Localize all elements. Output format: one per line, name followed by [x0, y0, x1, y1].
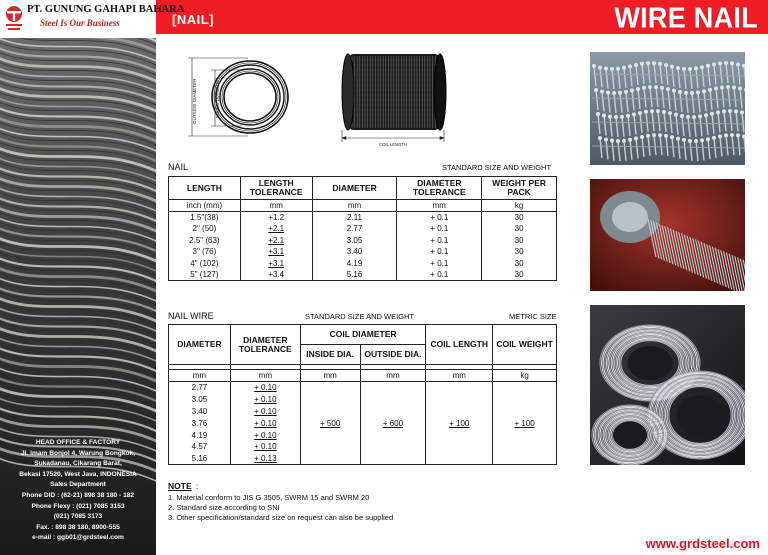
unit-cell: mm	[397, 200, 482, 212]
table-cell: + 0.10	[230, 393, 300, 405]
column-header: WEIGHT PER PACK	[482, 177, 557, 200]
table-cell: + 0.1	[397, 235, 482, 247]
table-cell: + 0.10	[230, 382, 300, 394]
table-cell: + 0.10	[230, 405, 300, 417]
sidebar-wire-photo	[0, 34, 156, 555]
table-cell: 4" (102)	[169, 258, 241, 270]
table-cell: +1.2	[240, 212, 312, 224]
unit-cell: mm	[360, 370, 426, 382]
address-line: Sukadanau, Cikarang Barat,	[34, 460, 122, 468]
table-cell: 1.5"(38)	[169, 212, 241, 224]
table-cell: + 0.1	[397, 269, 482, 281]
table-cell: 2" (50)	[169, 223, 241, 235]
table-cell: 30	[482, 258, 557, 270]
table-cell: 3.40	[312, 246, 397, 258]
nail-section-label: NAIL	[168, 162, 189, 172]
unit-cell: kg	[482, 200, 557, 212]
address-line: Phone Flexy : (021) 7085 3153	[31, 502, 125, 510]
website-url: www.grdsteel.com	[645, 536, 760, 551]
table-cell: +2.1	[240, 223, 312, 235]
table-row	[169, 269, 557, 281]
company-logo-icon	[4, 5, 24, 31]
table-cell: + 0.1	[397, 212, 482, 224]
address-line: Sales Department	[50, 481, 106, 489]
nail-spec-table	[168, 176, 557, 281]
address-line: e-mail : ggb01@grdsteel.com	[32, 534, 124, 542]
column-header: COIL LENGTH	[426, 325, 493, 365]
table-cell: 30	[482, 235, 557, 247]
table-header-row	[169, 177, 557, 200]
company-name: PT. GUNUNG GAHAPI BAHARA	[27, 4, 185, 15]
table-cell: 2.5" (63)	[169, 235, 241, 247]
table-cell: 30	[482, 269, 557, 281]
table-header-row	[169, 325, 557, 345]
inside-dia-value: + 500	[300, 382, 360, 465]
table-cell: 30	[482, 223, 557, 235]
table-cell: 3.05	[312, 235, 397, 247]
coil-length-value: + 100	[426, 382, 493, 465]
column-header: INSIDE DIA.	[300, 345, 360, 365]
note-item: 1. Material conform to JIS G 3505, SWRM 15 and SWRM 20	[168, 493, 370, 502]
column-header: LENGTH	[169, 177, 241, 200]
table-row	[169, 235, 557, 247]
table-cell: + 0.10	[230, 417, 300, 429]
table-row	[169, 258, 557, 270]
table-unit-row	[169, 370, 557, 382]
column-header: DIAMETER	[169, 325, 231, 365]
table-cell: 5" (127)	[169, 269, 241, 281]
table-cell: 3.76	[169, 417, 231, 429]
office-address	[0, 438, 156, 544]
table-cell: +3.1	[240, 246, 312, 258]
outside-dia-value: + 600	[360, 382, 426, 465]
nail-tag: [NAIL]	[172, 12, 214, 27]
table-cell: + 0.1	[397, 246, 482, 258]
coil-length-label: COIL LENGTH	[379, 142, 407, 147]
coil-nails-photo	[590, 52, 745, 165]
table-cell: 2.77	[312, 223, 397, 235]
address-line: HEAD OFFICE & FACTORY	[35, 439, 121, 446]
wire-section-label: NAIL WIRE	[168, 311, 214, 321]
column-header: COIL WEIGHT	[493, 325, 557, 365]
column-header: DIAMETER TOLERANCE	[397, 177, 482, 200]
unit-cell: inch (mm)	[169, 200, 241, 212]
notes-list	[168, 493, 393, 522]
unit-cell: mm	[312, 200, 397, 212]
collated-nails-photo	[590, 179, 745, 291]
wire-metric-label: METRIC SIZE	[509, 312, 557, 321]
wire-section-caption: STANDARD SIZE AND WEIGHT	[305, 312, 415, 321]
table-cell: 3" (76)	[169, 246, 241, 258]
table-cell: 4.19	[169, 429, 231, 441]
company-logo-block	[0, 0, 185, 38]
notes-title: NOTE	[168, 481, 192, 491]
table-cell: 4.19	[312, 258, 397, 270]
address-line: Bekasi 17520, West Java, INDONESIA	[19, 470, 137, 478]
table-cell: 2.11	[312, 212, 397, 224]
unit-cell: mm	[230, 370, 300, 382]
note-item: 3. Other specification/standard size on request can also be supplied	[168, 512, 394, 522]
table-cell: +2.1	[240, 235, 312, 247]
table-cell: 3.05	[169, 393, 231, 405]
table-cell: + 0.13	[230, 453, 300, 465]
table-cell: +3.1	[240, 258, 312, 270]
wire-coils-photo	[590, 305, 745, 465]
table-cell: 5.16	[312, 269, 397, 281]
unit-cell: mm	[169, 370, 231, 382]
table-row	[169, 223, 557, 235]
nail-section-caption: STANDARD SIZE AND WEIGHT	[442, 163, 552, 172]
table-cell: 2.77	[169, 382, 231, 394]
table-row	[169, 246, 557, 258]
table-unit-row	[169, 200, 557, 212]
address-line: Fax. : 898 38 180, 8900-555	[36, 523, 120, 531]
table-cell: 5.16	[169, 453, 231, 465]
table-cell: + 0.1	[397, 223, 482, 235]
notes-colon: :	[196, 481, 199, 491]
table-cell: + 0.10	[230, 429, 300, 441]
table-cell: +3.4	[240, 269, 312, 281]
column-header: OUTSIDE DIA.	[360, 345, 426, 365]
nail-wire-spec-table	[168, 324, 557, 465]
table-cell: + 0.1	[397, 258, 482, 270]
table-cell: + 0.10	[230, 441, 300, 453]
address-line: Phone DID : (62-21) 898 38 180 - 182	[21, 491, 135, 499]
note-item: 2. Standard size according to SNI	[168, 502, 280, 512]
coil-top-view-diagram	[182, 46, 302, 146]
coil-side-view-diagram	[334, 44, 452, 150]
unit-cell: mm	[426, 370, 493, 382]
column-header: DIAMETER	[312, 177, 397, 200]
outside-diameter-label: OUTSIDE DIAMETER	[192, 78, 197, 124]
company-slogan: Steel Is Our Business	[40, 18, 120, 28]
column-header: DIAMETER TOLERANCE	[230, 325, 300, 365]
column-header: LENGTH TOLERANCE	[240, 177, 312, 200]
coil-weight-value: + 100	[493, 382, 557, 465]
table-cell: 30	[482, 246, 557, 258]
address-line: Jl. Imam Bonjol 4, Warung Bongkok,	[20, 449, 136, 457]
unit-cell: mm	[240, 200, 312, 212]
address-line: (021) 7085 3173	[53, 513, 103, 521]
table-row	[169, 212, 557, 224]
table-cell: 4.57	[169, 441, 231, 453]
table-row	[169, 382, 557, 394]
table-cell: 3.40	[169, 405, 231, 417]
column-header-group: COIL DIAMETER	[300, 325, 426, 345]
page-title: WIRE NAIL	[614, 2, 758, 34]
unit-cell: mm	[300, 370, 360, 382]
inside-diameter-label: INSIDE DIAMETER	[215, 77, 220, 118]
table-cell: 30	[482, 212, 557, 224]
unit-cell: kg	[493, 370, 557, 382]
